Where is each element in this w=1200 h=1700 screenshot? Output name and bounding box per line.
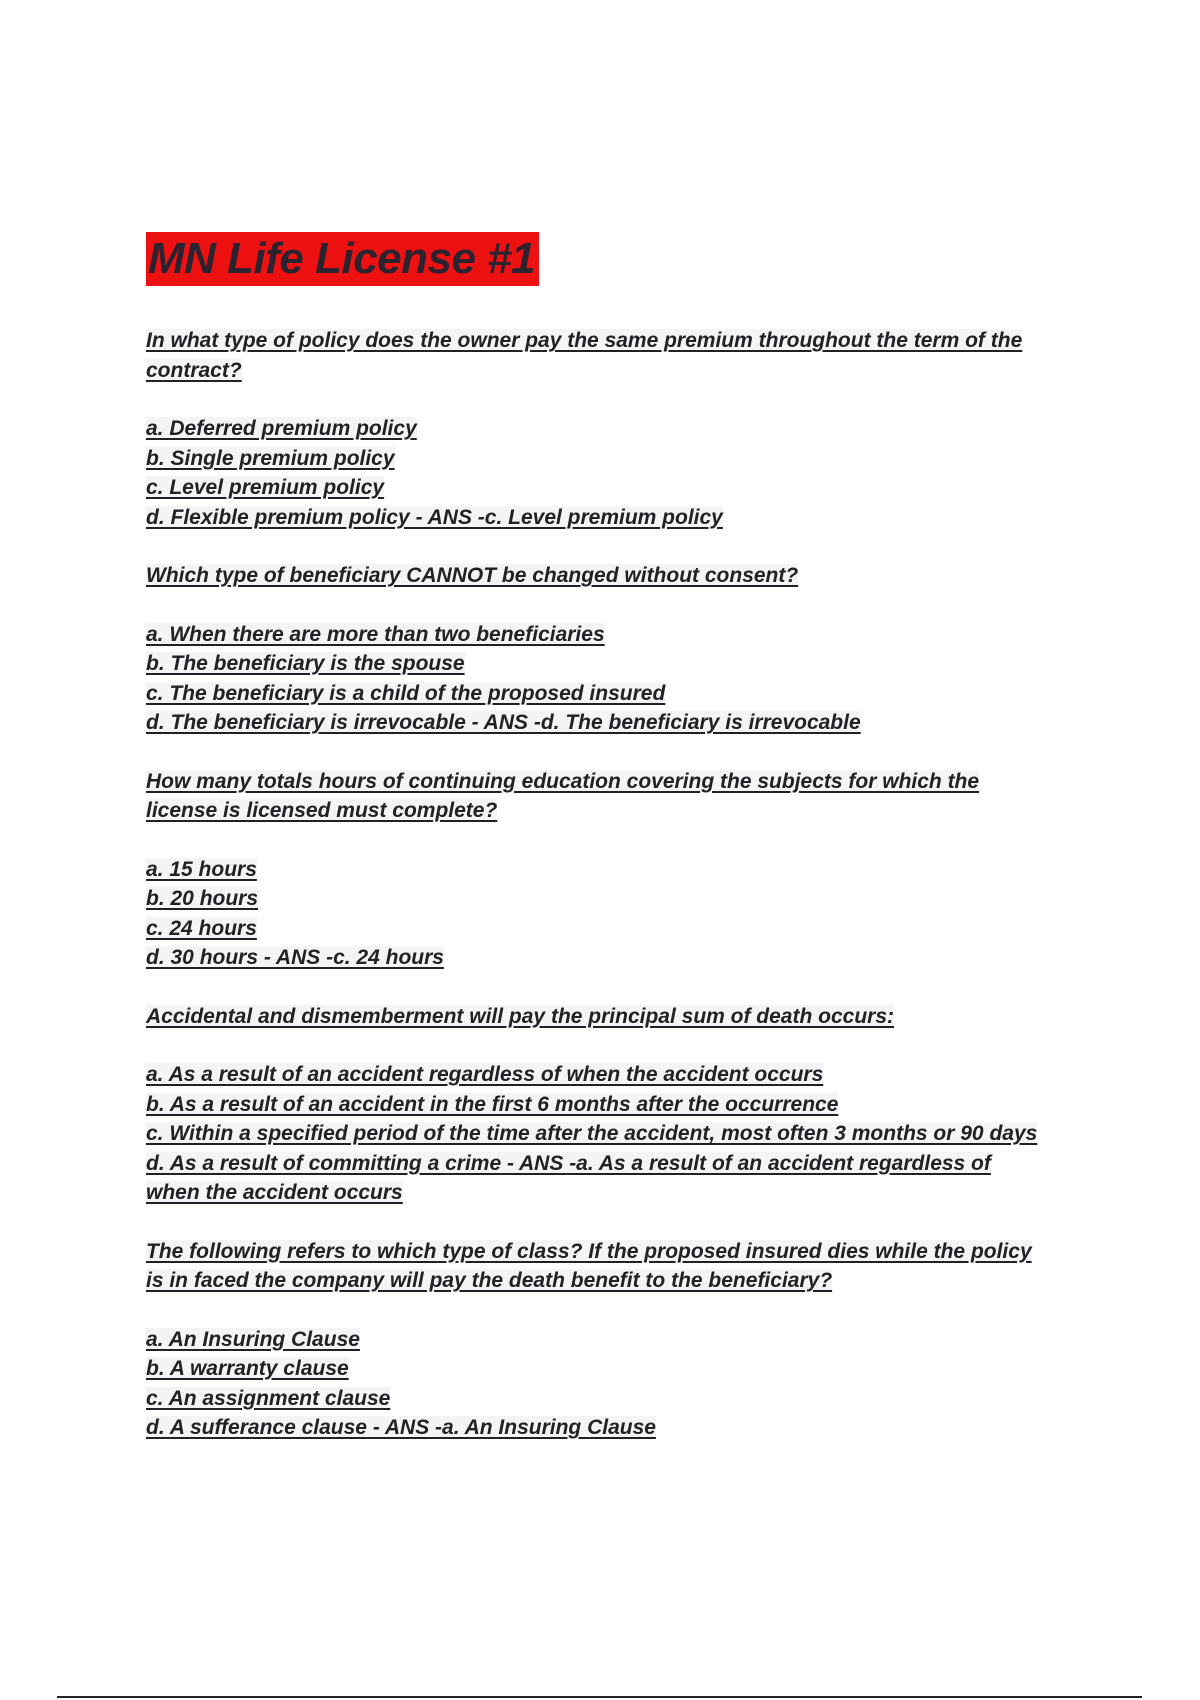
qa-item-5 bbox=[146, 1237, 1106, 1443]
question-line: The following refers to which type of class? If the proposed insured dies while the policy bbox=[146, 1239, 1032, 1263]
qa-item-4 bbox=[146, 1002, 1106, 1208]
answer-option: a. As a result of an accident regardless of when the accident occurs bbox=[146, 1063, 824, 1086]
answer-option-continued: when the accident occurs bbox=[146, 1181, 403, 1204]
question bbox=[146, 561, 1106, 591]
question bbox=[146, 1002, 1106, 1032]
answer-option: b. The beneficiary is the spouse bbox=[146, 652, 465, 675]
answer-option-with-answer: d. The beneficiary is irrevocable - ANS -d. The beneficiary is irrevocable bbox=[146, 711, 861, 734]
answer-options bbox=[146, 1325, 1106, 1443]
answer-option: c. Within a specified period of the time after the accident, most often 3 months or 90 days bbox=[146, 1122, 1038, 1145]
qa-item-3 bbox=[146, 767, 1106, 973]
answer-option: a. When there are more than two beneficiaries bbox=[146, 622, 605, 646]
answer-option-with-answer: d. As a result of committing a crime - ANS -a. As a result of an accident regardless of bbox=[146, 1151, 991, 1175]
answer-option: a. Deferred premium policy bbox=[146, 417, 417, 440]
answer-options bbox=[146, 1060, 1106, 1208]
qa-list bbox=[146, 326, 1106, 1443]
answer-option: b. 20 hours bbox=[146, 887, 259, 910]
answer-option: b. As a result of an accident in the first 6 months after the occurrence bbox=[146, 1092, 839, 1116]
answer-option-with-answer: d. Flexible premium policy - ANS -c. Level premium policy bbox=[146, 505, 723, 529]
answer-option: c. An assignment clause bbox=[146, 1386, 391, 1410]
question-line: How many totals hours of continuing education covering the subjects for which the bbox=[146, 769, 980, 793]
answer-option: a. An Insuring Clause bbox=[146, 1327, 360, 1351]
question-line: is in faced the company will pay the death benefit to the beneficiary? bbox=[146, 1269, 833, 1292]
answer-option: c. 24 hours bbox=[146, 916, 257, 940]
answer-option: a. 15 hours bbox=[146, 857, 257, 881]
answer-option: b. Single premium policy bbox=[146, 446, 395, 470]
answer-option: c. Level premium policy bbox=[146, 476, 385, 499]
question-line: license is licensed must complete? bbox=[146, 799, 498, 822]
question bbox=[146, 767, 1106, 826]
answer-options bbox=[146, 855, 1106, 973]
question-line: Accidental and dismemberment will pay the principal sum of death occurs: bbox=[146, 1004, 895, 1028]
qa-item-2 bbox=[146, 561, 1106, 738]
answer-option: b. A warranty clause bbox=[146, 1357, 349, 1380]
question bbox=[146, 326, 1106, 385]
document-title: MN Life License #1 bbox=[148, 234, 536, 283]
answer-option-with-answer: d. A sufferance clause - ANS -a. An Insuring Clause bbox=[146, 1416, 656, 1439]
answer-options bbox=[146, 414, 1106, 532]
question-line: In what type of policy does the owner pay the same premium throughout the term of the bbox=[146, 329, 1023, 352]
question bbox=[146, 1237, 1106, 1296]
answer-option-with-answer: d. 30 hours - ANS -c. 24 hours bbox=[146, 946, 444, 969]
answer-option: c. The beneficiary is a child of the proposed insured bbox=[146, 681, 666, 705]
answer-options bbox=[146, 620, 1106, 738]
title-highlight bbox=[146, 232, 539, 286]
question-line: contract? bbox=[146, 358, 242, 382]
page-bottom-divider bbox=[57, 1696, 1142, 1698]
question-line: Which type of beneficiary CANNOT be changed without consent? bbox=[146, 564, 799, 587]
qa-item-1 bbox=[146, 326, 1106, 532]
document-page bbox=[146, 232, 1106, 1472]
